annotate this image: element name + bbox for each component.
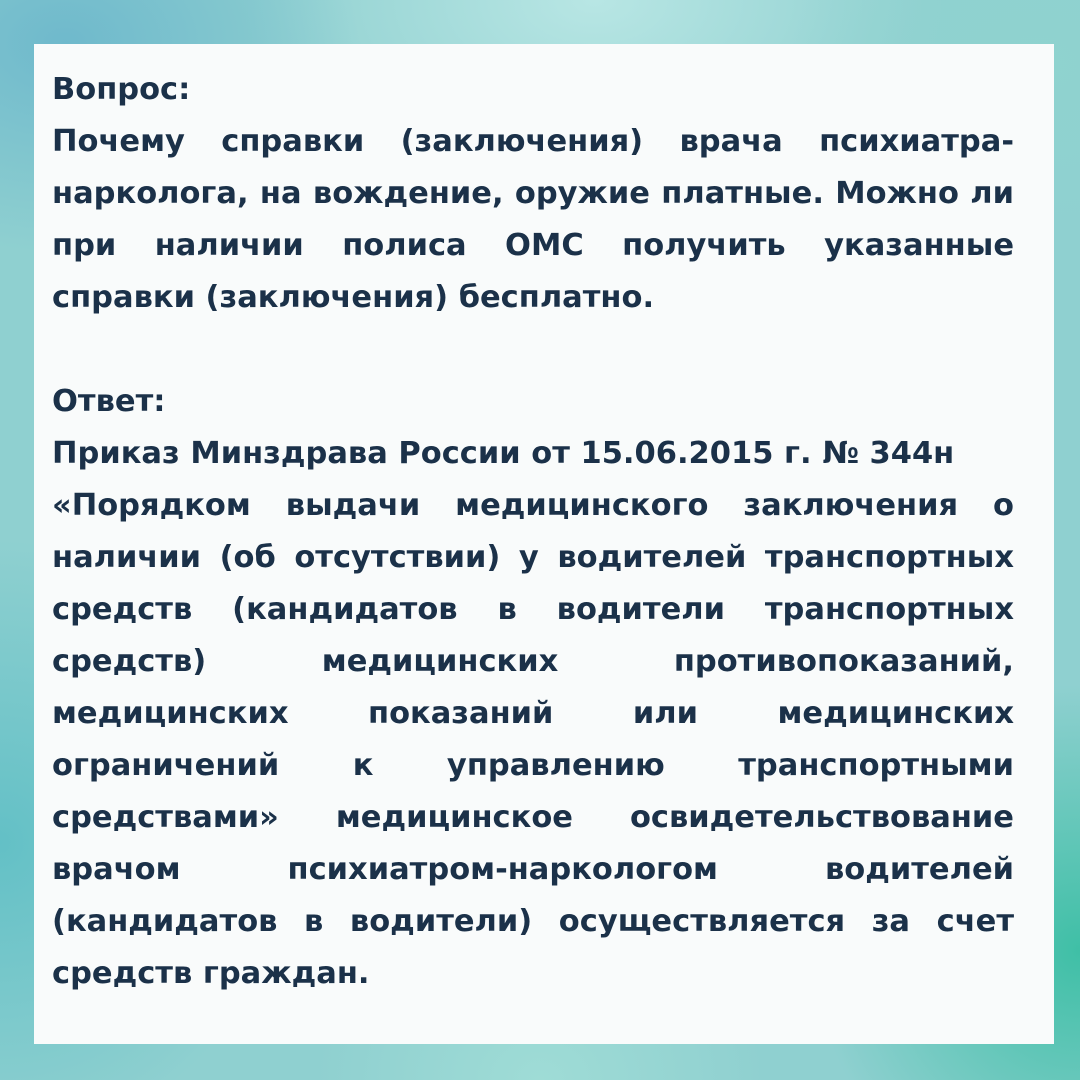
question-text: Почему справки (заключения) врача психиатра-нарколога, на вождение, оружие платные. Можно ли при наличии полиса ОМС получить указанные справки (заключения) бесплатно. xyxy=(52,124,1014,315)
order-reference: Приказ Минздрава России от 15.06.2015 г. № 344н xyxy=(52,436,955,471)
question-label: Вопрос: xyxy=(52,72,191,107)
content-card xyxy=(34,44,1054,1044)
answer-label: Ответ: xyxy=(52,384,166,419)
section-spacer xyxy=(52,324,1014,376)
answer-text: «Порядком выдачи медицинского заключения о наличии (об отсутствии) у водителей транспортных средств (кандидатов в водители транспортных средств) медицинских противопоказаний, медицинских показаний или медицинских ограничений к управлению транспортными средствами» медицинское освидетельствование врачом психиатром-наркологом водителей (кандидатов в водители) осуществляется за счет средств граждан. xyxy=(52,488,1014,991)
